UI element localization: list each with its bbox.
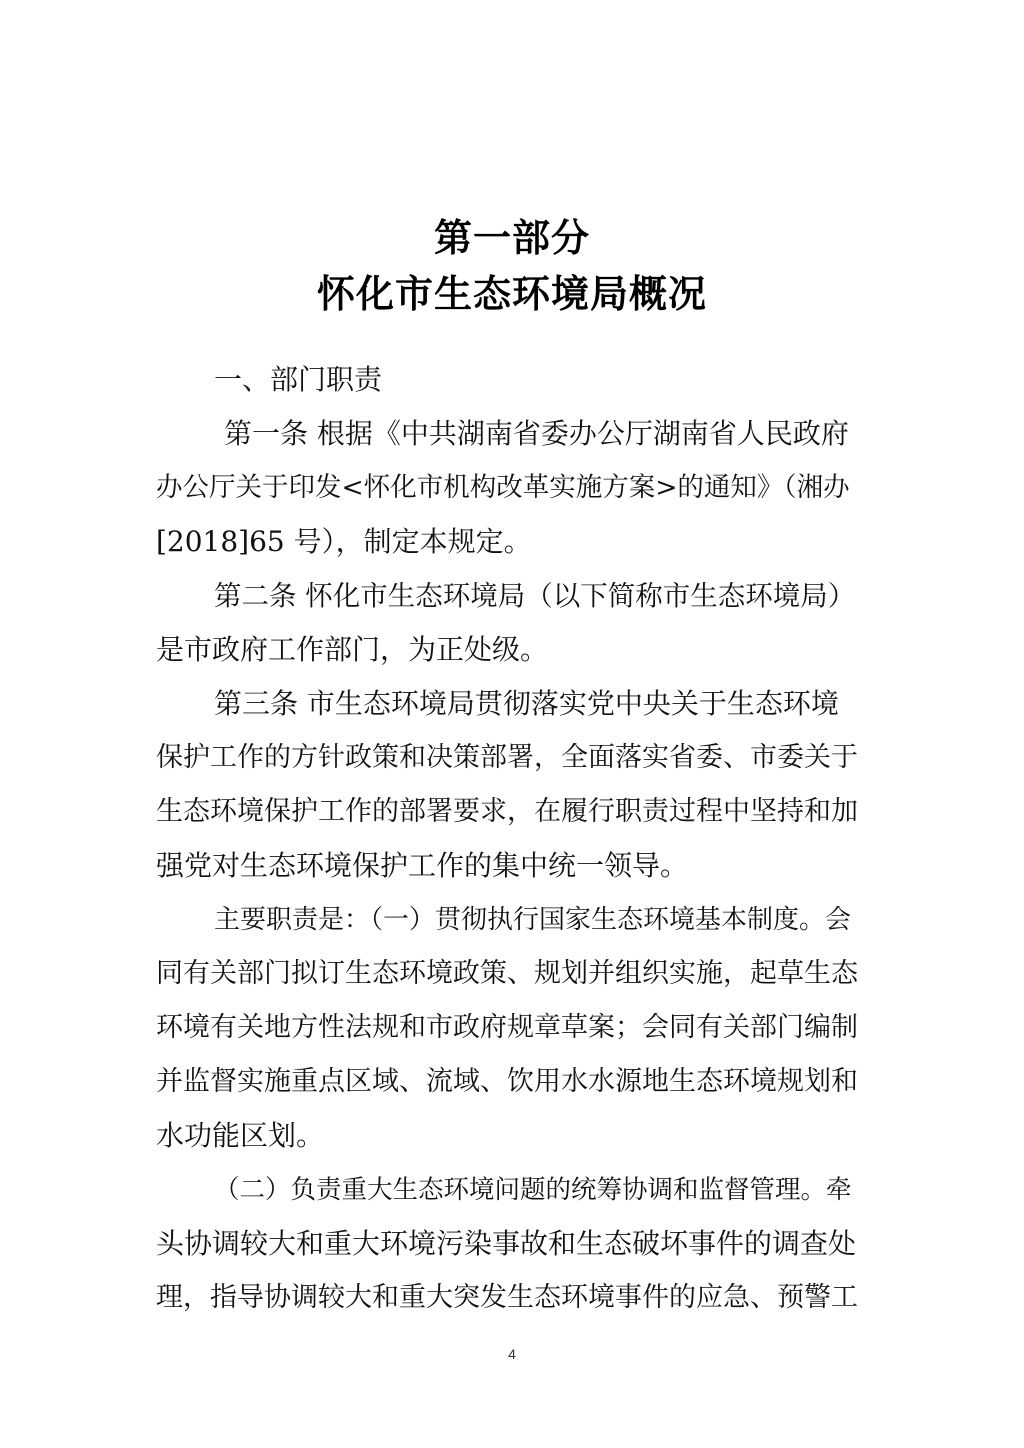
paragraph-line: 水功能区划。 bbox=[156, 1119, 325, 1152]
paragraph-line: 第二条 怀化市生态环境局（以下简称市生态环境局） bbox=[214, 580, 856, 612]
paragraph-line: [2018]65 号），制定本规定。 bbox=[156, 525, 532, 558]
paragraph-line: 办公厅关于印发<怀化市机构改革实施方案>的通知》（湘办 bbox=[156, 472, 850, 503]
paragraph-line: 强党对生态环境保护工作的集中统一领导。 bbox=[156, 849, 689, 882]
paragraph-line: 生态环境保护工作的部署要求，在履行职责过程中坚持和加 bbox=[156, 796, 858, 827]
paragraph-line: 保护工作的方针政策和决策部署，全面落实省委、市委关于 bbox=[156, 742, 858, 773]
paragraph-line: 环境有关地方性法规和市政府规章草案；会同有关部门编制 bbox=[156, 1012, 858, 1043]
section-title: 第一部分 bbox=[433, 216, 590, 260]
paragraph-line: 第三条 市生态环境局贯彻落实党中央关于生态环境 bbox=[214, 687, 839, 720]
paragraph-line: 主要职责是：（一）贯彻执行国家生态环境基本制度。会 bbox=[214, 905, 852, 935]
page-number: 4 bbox=[508, 1346, 516, 1362]
paragraph-line: 头协调较大和重大环境污染事故和生态破坏事件的调查处 bbox=[156, 1227, 857, 1260]
paragraph-line: 是市政府工作部门，为正处级。 bbox=[156, 633, 549, 666]
paragraph-line: 并监督实施重点区域、流域、饮用水水源地生态环境规划和 bbox=[156, 1066, 858, 1097]
paragraph-line: 理，指导协调较大和重大突发生态环境事件的应急、预警工 bbox=[156, 1282, 858, 1313]
paragraph-line: 同有关部门拟订生态环境政策、规划并组织实施，起草生态 bbox=[156, 958, 858, 989]
section-heading: 一、部门职责 bbox=[214, 363, 383, 396]
paragraph-line: 第一条 根据《中共湖南省委办公厅湖南省人民政府 bbox=[224, 417, 849, 450]
document-title: 怀化市生态环境局概况 bbox=[316, 272, 707, 316]
paragraph-line: （二）负责重大生态环境问题的统筹协调和监督管理。牵 bbox=[214, 1175, 852, 1205]
